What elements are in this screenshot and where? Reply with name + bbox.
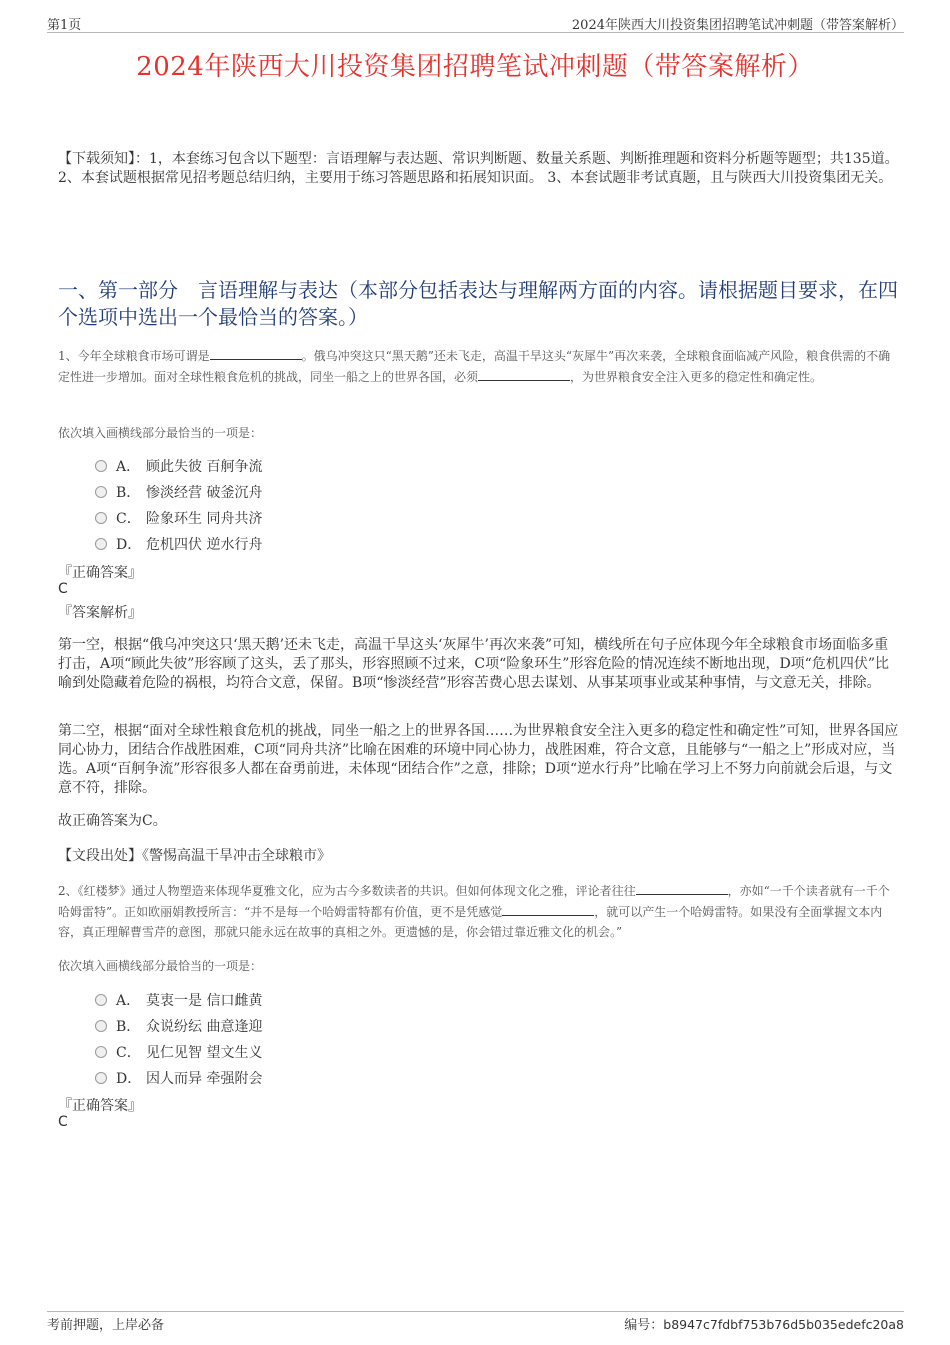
fill-blank — [502, 903, 594, 916]
analysis-paragraph-2: 第二空，根据“面对全球性粮食危机的挑战，同坐一船之上的世界各国……为世界粮食安全注入更多的稳定性和确定性”可知，世界各国应同心协力，团结合作战胜困难，C项“同舟共济”比喻在困难的环境中同心协力，战胜困难，符合文意，且能够与“一船之上”形成对应，当选。A项“百舸争流”形容很多人都在奋勇前进，未体现“团结合作”之意，排除；D项“逆水行舟”比喻在学习上不努力向前就会后退，与文意不符，排除。 — [58, 723, 899, 796]
answer-label: 『正确答案』 — [58, 565, 142, 581]
option-b[interactable]: B． 众说纷纭 曲意逢迎 — [95, 1013, 262, 1039]
option-text: 见仁见智 望文生义 — [146, 1045, 263, 1061]
answer-label: 『正确答案』 — [58, 1098, 142, 1114]
header-doc-title: 2024年陕西大川投资集团招聘笔试冲刺题（带答案解析） — [571, 18, 904, 33]
option-text: 险象环生 同舟共济 — [146, 511, 263, 527]
option-text: 惨淡经营 破釜沉舟 — [146, 485, 263, 501]
fill-blank — [636, 882, 728, 895]
question-2-part-b: ，亦如“一千个读者就有一千个哈姆雷特”。正如欧丽娟教授所言：“并不是每一个哈姆雷特都有价值，更不是凭感觉 — [58, 884, 890, 919]
radio-button[interactable] — [95, 1046, 107, 1058]
analysis-label: 『答案解析』 — [58, 605, 142, 621]
footer-slogan: 考前押题，上岸必备 — [47, 1318, 165, 1333]
option-a[interactable]: A． 莫衷一是 信口雌黄 — [95, 987, 262, 1013]
question-1-part-c: ，为世界粮食安全注入更多的稳定性和确定性。 — [570, 369, 823, 384]
radio-button[interactable] — [95, 994, 107, 1006]
page-number: 第1页 — [47, 18, 82, 33]
question-2-prompt: 依次填入画横线部分最恰当的一项是： — [58, 959, 263, 973]
footer-code-label: 编号： — [624, 1318, 664, 1333]
radio-button[interactable] — [95, 486, 107, 498]
footer-divider — [47, 1311, 904, 1312]
footer-code — [624, 1314, 904, 1333]
option-d[interactable]: D． 危机四伏 逆水行舟 — [95, 531, 262, 557]
option-c[interactable]: C． 险象环生 同舟共济 — [95, 505, 262, 531]
question-1-part-b: 。俄乌冲突这只“黑天鹅”还未飞走，高温干旱这头“灰犀牛”再次来袭，全球粮食面临减产风险，粮食供需的不确定性进一步增加。面对全球性粮食危机的挑战，同坐一船之上的世界各国，必须 — [58, 349, 891, 384]
option-text: 莫衷一是 信口雌黄 — [146, 993, 263, 1009]
question-2-part-a: 2、《红楼梦》通过人物塑造来体现华夏雅文化，应为古今多数读者的共识。但如何体现文化之雅，评论者往往 — [58, 884, 636, 898]
source-citation: 【文段出处】《警惕高温干旱冲击全球粮市》 — [58, 848, 331, 864]
radio-button[interactable] — [95, 538, 107, 550]
page-title: 2024年陕西大川投资集团招聘笔试冲刺题（带答案解析） — [136, 52, 814, 82]
option-d[interactable]: D． 因人而异 牵强附会 — [95, 1065, 262, 1091]
correct-answer: C — [58, 581, 68, 597]
download-notice: 【下载须知】：1，本套练习包含以下题型：言语理解与表达题、常识判断题、数量关系题、判断推理题和资料分析题等题型；共135道。 2、本套试题根据常见招考题总结归纳，主要用于练习答题思路和拓展知识面。 3、本套试题非考试真题，且与陕西大川投资集团无关。 — [58, 151, 899, 186]
page-header — [47, 14, 904, 33]
option-text: 众说纷纭 曲意逢迎 — [146, 1019, 263, 1035]
question-2-options — [95, 987, 262, 1091]
footer-code-value: b8947c7fdbf753b76d5b035edefc20a8 — [663, 1317, 904, 1332]
question-1-text — [58, 346, 900, 387]
option-a[interactable]: A． 顾此失彼 百舸争流 — [95, 453, 262, 479]
correct-answer: C — [58, 1114, 68, 1130]
question-2-text — [58, 881, 900, 943]
radio-button[interactable] — [95, 460, 107, 472]
question-1-prompt: 依次填入画横线部分最恰当的一项是： — [58, 426, 263, 440]
question-1-options — [95, 453, 262, 557]
fill-blank — [210, 347, 302, 360]
radio-button[interactable] — [95, 1020, 107, 1032]
fill-blank — [478, 368, 570, 381]
option-text: 顾此失彼 百舸争流 — [146, 459, 263, 475]
question-1-part-a: 1、今年全球粮食市场可谓是 — [58, 349, 210, 363]
analysis-conclusion: 故正确答案为C。 — [58, 813, 167, 829]
option-text: 危机四伏 逆水行舟 — [146, 537, 263, 553]
radio-button[interactable] — [95, 1072, 107, 1084]
question-2-part-c: ，就可以产生一个哈姆雷特。如果没有全面掌握文本内容，真正理解曹雪芹的意图，那就只能永远在故事的真相之外。更遗憾的是，你会错过靠近雅文化的机会。” — [58, 904, 883, 939]
option-c[interactable]: C． 见仁见智 望文生义 — [95, 1039, 262, 1065]
analysis-paragraph-1: 第一空，根据“俄乌冲突这只‘黑天鹅’还未飞走，高温干旱这头‘灰犀牛’再次来袭”可知，横线所在句子应体现今年全球粮食市场面临多重打击，A项“顾此失彼”形容顾了这头，丢了那头，形容照顾不过来，C项“险象环生”形容危险的情况连续不断地出现，D项“危机四伏”比喻到处隐藏着危险的祸根，均符合文意，保留。B项“惨淡经营”形容苦费心思去谋划、从事某项事业或某种事情，与文意无关，排除。 — [58, 637, 889, 691]
section-heading: 一、第一部分 言语理解与表达（本部分包括表达与理解两方面的内容。请根据题目要求，在四个选项中选出一个最恰当的答案。） — [58, 278, 898, 329]
option-text: 因人而异 牵强附会 — [146, 1071, 263, 1087]
radio-button[interactable] — [95, 512, 107, 524]
option-b[interactable]: B． 惨淡经营 破釜沉舟 — [95, 479, 262, 505]
